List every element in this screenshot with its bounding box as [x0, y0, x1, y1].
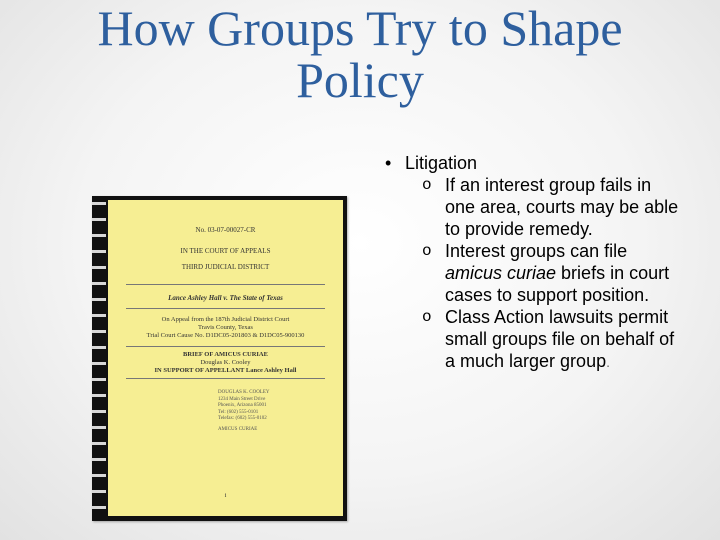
sub-bullet-item: [380, 240, 680, 306]
bullet-item-litigation: [380, 152, 680, 174]
divider: [126, 284, 325, 285]
bullet-text: Litigation: [405, 153, 478, 173]
brief-cover-page: [108, 200, 343, 516]
address-line: 1234 Main Street Drive: [218, 396, 266, 402]
bullet-icon: •: [385, 153, 392, 173]
sub-bullet-text: briefs in court cases to support position.: [445, 263, 670, 305]
address-line: Phoenix, Arizona 85001: [218, 403, 267, 408]
sub-bullet-item: [380, 174, 680, 240]
sub-bullet-item: [380, 306, 680, 373]
sub-bullet-period: .: [606, 354, 610, 370]
amicus-brief-image: [92, 196, 347, 521]
title-line-1: How Groups Try to Shape: [97, 0, 623, 56]
slide-title: [0, 2, 720, 106]
address-line: Tel: (602) 555-0101: [218, 409, 259, 415]
sub-bullet-text: If an interest group fails in one area, courts may be able to provide remedy.: [445, 175, 679, 239]
brief-address-block: [218, 390, 270, 433]
brief-court: IN THE COURT OF APPEALS: [180, 247, 271, 255]
spiral-binding: [92, 196, 106, 521]
brief-appeal-line-3: Trial Court Cause No. D1DC05-201803 & D1DC05-900130: [146, 332, 305, 339]
divider: [126, 378, 325, 379]
divider: [126, 346, 325, 347]
brief-appeal-line-1: On Appeal from the 187th Judicial District Court: [161, 316, 290, 323]
brief-page-mark: i: [224, 492, 227, 499]
address-line: Telefax: (602) 555-0102: [218, 416, 267, 421]
sub-bullet-italic-text: amicus curiae: [445, 263, 557, 283]
brief-case-number: No. 03-07-00027-CR: [195, 226, 256, 234]
sub-bullet-text: Class Action lawsuits permit small groups file on behalf of a much larger group: [445, 307, 675, 371]
brief-appeal-line-2: Travis County, Texas: [198, 324, 253, 331]
brief-support-line: IN SUPPORT OF APPELLANT Lance Ashley Hall: [154, 367, 297, 374]
brief-title: BRIEF OF AMICUS CURIAE: [183, 351, 268, 358]
title-line-2: Policy: [296, 52, 424, 108]
sub-bullet-text: Interest groups can file: [445, 241, 628, 261]
address-line: DOUGLAS K. COOLEY: [218, 390, 270, 395]
brief-footer: AMICUS CURIAE: [218, 426, 258, 432]
sub-bullet-list: [380, 174, 680, 373]
divider: [126, 308, 325, 309]
circle-bullet-icon: o: [422, 308, 432, 326]
brief-case-title: Lance Ashley Hall v. The State of Texas: [168, 294, 283, 302]
circle-bullet-icon: o: [422, 176, 432, 194]
bullet-list: [380, 152, 680, 373]
brief-district: THIRD JUDICIAL DISTRICT: [181, 263, 270, 271]
circle-bullet-icon: o: [422, 242, 432, 260]
brief-author: Douglas K. Cooley: [200, 359, 251, 366]
